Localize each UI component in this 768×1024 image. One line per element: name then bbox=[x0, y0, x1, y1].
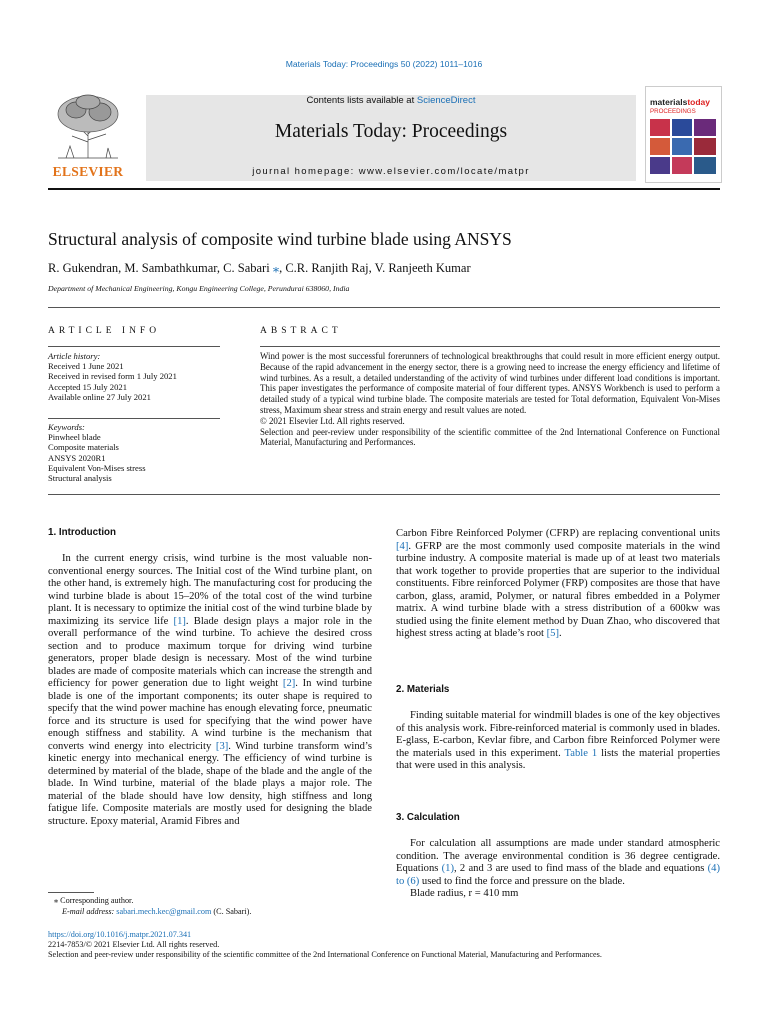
calculation-paragraph: For calculation all assumptions are made under standard atmospheric condition. The average environmental condition is 36 degree centigrade. Equations (1), 2 and 3 are used to find mass of the blade and equations (4) to (6) used to find the force and pressure on the blade. Blade radius, r = 410 mm bbox=[396, 838, 720, 899]
cover-subtitle: PROCEEDINGS bbox=[650, 108, 696, 115]
keyword-item: Composite materials bbox=[48, 442, 119, 453]
history-item: Available online 27 July 2021 bbox=[48, 391, 151, 402]
journal-reference[interactable]: Materials Today: Proceedings 50 (2022) 1011–1016 bbox=[285, 59, 483, 69]
article-info-heading: ARTICLE INFO bbox=[48, 326, 161, 336]
abstract-peer-review: Selection and peer-review under responsibility of the scientific committee of the 2nd International Conference on Functional Material, Manufacturing and Performances. bbox=[260, 426, 720, 448]
blade-radius-line: Blade radius, r = 410 mm bbox=[410, 888, 519, 899]
equation-link[interactable]: (4) to (6) bbox=[396, 863, 720, 887]
section-calculation-heading: 3. Calculation bbox=[396, 812, 460, 823]
article-info-rule bbox=[48, 346, 220, 347]
citation-link[interactable]: [3] bbox=[215, 740, 229, 752]
journal-homepage[interactable]: journal homepage: www.elsevier.com/locate/matpr bbox=[252, 166, 530, 177]
abstract-rule bbox=[260, 346, 720, 347]
page-footer bbox=[48, 930, 728, 960]
section-introduction-heading: 1. Introduction bbox=[48, 527, 117, 538]
journal-cover-thumbnail bbox=[645, 86, 722, 183]
citation-link[interactable]: [5] bbox=[546, 628, 559, 639]
introduction-paragraph: In the current energy crisis, wind turbine is the most valuable non-conventional energy sources. The Initial cost of the Wind turbine plant, on the other hand, is extremely high. The manufacturing cost for producing the wind turbine blade is about 15–20% of the total cost of the wind turbine plant. It is necessary to optimize the initial cost of the wind turbine blade by maximizing its service life [1]. Blade design plays a major role in the overall performance of the wind turbine. To achieve the desired cross section and to produce maximum torque for driving wind turbine generators, proper blade design is necessary. Most of the wind turbine blades are made of composite materials which can increase the strength and efficiency for power generation due to light weight [2]. In wind turbine blade is one of the important components; its outer shape is required to specify that the wind power machine has enough elevating force, pneumatic force and its structure is used for specifying that the wind power have enough stiffness and stability. A wind turbine is the mechanism that converts wind energy into electricity [3]. Wind turbine transform wind’s kinetic energy into mechanical energy. The efficiency of wind turbine is determined by material of the blade, shape of the blade and the angle of the blade. In Wind turbine, material of the blade plays a major role. The material of the blade should have low density, high stiffness and long fatigue life. Composite materials are mostly used for designing the blade structure. Epoxy material, Aramid Fibres and bbox=[48, 553, 372, 827]
title-rule bbox=[48, 307, 720, 308]
footnote-rule bbox=[48, 892, 94, 893]
issn-line: 2214-7853/© 2021 Elsevier Ltd. All rights reserved. bbox=[48, 940, 220, 949]
elsevier-logo bbox=[48, 92, 128, 180]
materials-intro-paragraph: Carbon Fibre Reinforced Polymer (CFRP) are replacing conventional units [4]. GFRP are the most commonly used composite materials in the wind turbine industry. A composite material is made up of at least two materials that work together to provide properties that are superior to the individual constituents. Fibre reinforced Polymer (FRP) composites are those that have carbon, glass, aramid, Polymer, or natural fibres embedded in a Polymer matrix. A wind turbine blade with a stress distribution of a 600kw was studied using the finite element method by Duan Zhao, who discovered that highest stress acting at blade’s root [5]. bbox=[396, 528, 720, 639]
table-link[interactable]: Table 1 bbox=[564, 747, 598, 759]
cover-title: materialstoday bbox=[650, 97, 711, 107]
corresponding-author-mark[interactable]: ⁎ bbox=[272, 261, 280, 275]
article-history: Article history: Received 1 June 2021 Received in revised form 1 July 2021 Accepted 15 July 2021 Available online 27 July 2021 bbox=[48, 351, 248, 402]
email-link[interactable]: sabari.mech.kec@gmail.com bbox=[116, 907, 212, 916]
cover-mosaic bbox=[650, 119, 716, 175]
corresponding-author-footnote: ⁎ Corresponding author. E-mail address: sabari.mech.kec@gmail.com (C. Sabari). bbox=[54, 896, 252, 916]
doi-link[interactable]: https://doi.org/10.1016/j.matpr.2021.07.341 bbox=[48, 930, 192, 939]
elsevier-tree-icon bbox=[48, 92, 128, 162]
contents-line: Contents lists available at ScienceDirect bbox=[306, 95, 476, 106]
abstract-body: Wind power is the most successful forerunners of technological breakthroughs that could result in more efficient energy output. Because of the rapid advancement in the energy sector, there is a growing need to increase the energy efficiency and lifetime of wind turbines. As a result, a detailed understanding of the activity of wind turbines under different load conditions is important. This paper investigates the performance of composite material of four different types. ANSYS Workbench is used to perform a detailed study of a typical wind turbine blade. The composite materials are tested for Total deformation, Equivalent Von-Mises stress, Maximum shear stress and strain energy and result values are noted. © 2021 Elsevier Ltd. All rights reserved. Selection and peer-review under responsibility of the scientific committee of the 2nd International Conference on Functional Material, Manufacturing and Performances. bbox=[260, 351, 720, 448]
footer-peer-review: Selection and peer-review under responsibility of the scientific committee of the 2nd International Conference on Functional Material, Manufacturing and Performances. bbox=[48, 950, 602, 959]
citation-link[interactable]: [2] bbox=[282, 678, 296, 689]
abstract-heading: ABSTRACT bbox=[260, 326, 342, 336]
citation-link[interactable]: [1] bbox=[173, 615, 186, 627]
author-list: R. Gukendran, M. Sambathkumar, C. Sabari ⁎, C.R. Ranjith Raj, V. Ranjeeth Kumar bbox=[48, 261, 471, 275]
journal-masthead bbox=[146, 95, 636, 181]
keyword-item: Structural analysis bbox=[48, 473, 112, 484]
keyword-item: ANSYS 2020R1 bbox=[48, 452, 106, 463]
section-materials-heading: 2. Materials bbox=[396, 684, 450, 695]
article-title: Structural analysis of composite wind turbine blade using ANSYS bbox=[48, 229, 512, 249]
author-affiliation: Department of Mechanical Engineering, Kongu Engineering College, Perundurai 638060, India bbox=[48, 284, 350, 293]
abstract-copyright: © 2021 Elsevier Ltd. All rights reserved. bbox=[260, 415, 405, 426]
history-item: Received in revised form 1 July 2021 bbox=[48, 371, 177, 382]
equation-link[interactable]: (1) bbox=[441, 863, 454, 874]
journal-title: Materials Today: Proceedings bbox=[274, 121, 508, 142]
keywords-rule bbox=[48, 418, 220, 419]
history-item: Accepted 15 July 2021 bbox=[48, 381, 127, 392]
history-item: Received 1 June 2021 bbox=[48, 361, 124, 372]
masthead-rule bbox=[48, 188, 720, 190]
keyword-item: Equivalent Von-Mises stress bbox=[48, 462, 146, 473]
materials-paragraph: Finding suitable material for windmill blades is one of the key objectives of this analysis work. Fibre-reinforced material is commonly used in blades. E-glass, E-carbon, Kevlar fibre, and Carbon fibre Reinforced Polymer were the materials used in this experiment. Table 1 lists the material properties that were used in this analysis. bbox=[396, 710, 720, 771]
sciencedirect-link[interactable]: ScienceDirect bbox=[416, 95, 476, 106]
abstract-bottom-rule bbox=[48, 494, 720, 495]
elsevier-wordmark: ELSEVIER bbox=[52, 164, 124, 179]
keyword-item: Pinwheel blade bbox=[48, 432, 101, 443]
citation-link[interactable]: [4] bbox=[396, 540, 409, 552]
keywords-list: Keywords: Pinwheel blade Composite materials ANSYS 2020R1 Equivalent Von-Mises stress Structural analysis bbox=[48, 422, 248, 483]
